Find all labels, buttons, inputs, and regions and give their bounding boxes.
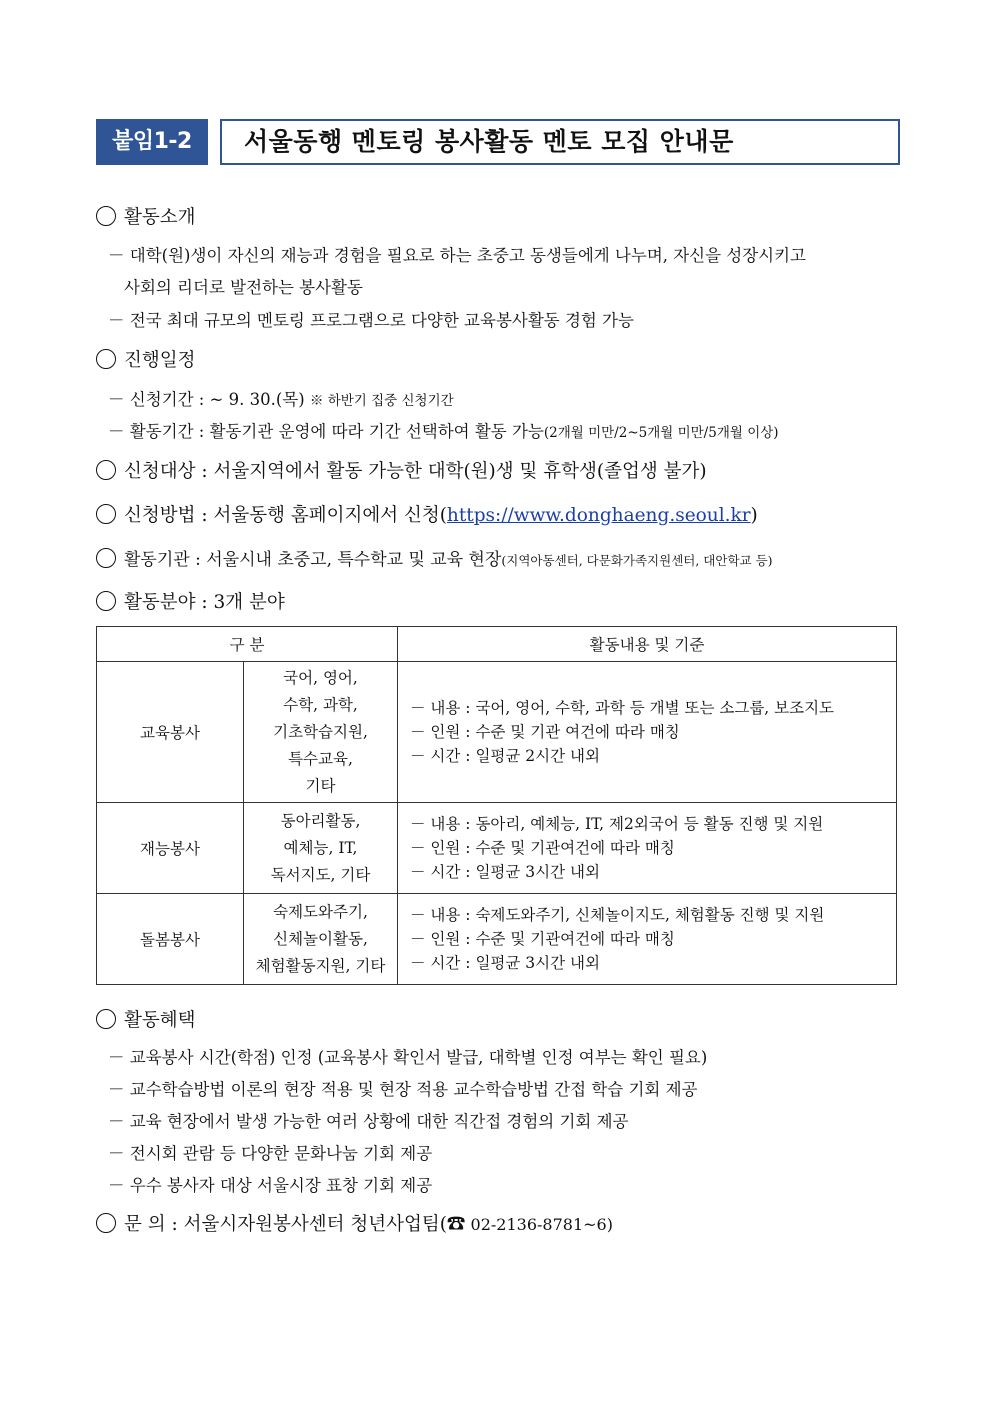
apply-period: － 신청기간 : ~ 9. 30.(목) ※ 하반기 집중 신청기간	[108, 390, 454, 409]
phone-icon: ☎	[446, 1214, 466, 1235]
list-item: － 전국 최대 규모의 멘토링 프로그램으로 다양한 교육봉사활동 경험 가능	[108, 311, 634, 330]
circle-bullet-icon	[96, 1009, 116, 1029]
list-item: － 교육봉사 시간(학점) 인정 (교육봉사 확인서 발급, 대학별 인정 여부는 확인 필요)	[108, 1048, 708, 1067]
table-row	[97, 894, 897, 985]
contact-phone: 02-2136-8781~6)	[465, 1215, 613, 1234]
circle-bullet-icon	[96, 1213, 116, 1233]
circle-bullet-icon	[96, 460, 116, 480]
circle-bullet-icon	[96, 504, 116, 524]
section-method: 신청방법 : 서울동행 홈페이지에서 신청(https://www.donghaeng.seoul.kr)	[96, 501, 758, 527]
section-fields: 활동분야 : 3개 분야	[96, 588, 285, 614]
row-details: － 내용 : 동아리, 예체능, IT, 제2외국어 등 활동 진행 및 지원 － 인원 : 수준 및 기관여건에 따라 매칭 － 시간 : 일평균 3시간 내외	[398, 803, 897, 894]
row-category: 재능봉사	[97, 803, 244, 894]
fields-table	[96, 626, 897, 985]
section-title: 활동소개	[124, 207, 196, 228]
circle-bullet-icon	[96, 548, 116, 568]
list-item: － 교육 현장에서 발생 가능한 여러 상황에 대한 직간접 경험의 기회 제공	[108, 1112, 629, 1131]
section-title: 활동혜택	[124, 1010, 196, 1031]
page-title: 서울동행 멘토링 봉사활동 멘토 모집 안내문	[220, 119, 900, 165]
homepage-link[interactable]: https://www.donghaeng.seoul.kr	[446, 505, 751, 526]
row-details: － 내용 : 국어, 영어, 수학, 과학 등 개별 또는 소그룹, 보조지도 － 인원 : 수준 및 기관 여건에 따라 매칭 － 시간 : 일평균 2시간 내외	[398, 662, 897, 803]
table-row	[97, 662, 897, 803]
section-contact: 문 의 : 서울시자원봉사센터 청년사업팀(☎ 02-2136-8781~6)	[96, 1210, 613, 1236]
circle-bullet-icon	[96, 349, 116, 369]
row-subjects: 숙제도와주기, 신체놀이활동, 체험활동지원, 기타	[244, 894, 398, 985]
section-intro	[96, 203, 195, 229]
row-category: 돌봄봉사	[97, 894, 244, 985]
table-row	[97, 803, 897, 894]
section-title: 진행일정	[124, 350, 196, 371]
section-schedule	[96, 346, 195, 372]
list-item: － 교수학습방법 이론의 현장 적용 및 현장 적용 교수학습방법 간접 학습 기회 제공	[108, 1080, 698, 1099]
section-target: 신청대상 : 서울지역에서 활동 가능한 대학(원)생 및 휴학생(졸업생 불가)	[96, 457, 707, 483]
row-category: 교육봉사	[97, 662, 244, 803]
section-institution: 활동기관 : 서울시내 초중고, 특수학교 및 교육 현장(지역아동센터, 다문화가족지원센터, 대안학교 등)	[96, 545, 773, 570]
list-item: － 대학(원)생이 자신의 재능과 경험을 필요로 하는 초중고 동생들에게 나누며, 자신을 성장시키고	[108, 246, 806, 265]
row-subjects: 동아리활동, 예체능, IT, 독서지도, 기타	[244, 803, 398, 894]
list-item-cont: 사회의 리더로 발전하는 봉사활동	[124, 278, 363, 297]
attachment-tag: 붙임1-2	[96, 119, 208, 165]
table-header	[97, 627, 897, 662]
section-benefits	[96, 1006, 195, 1032]
circle-bullet-icon	[96, 591, 116, 611]
header-details: 활동내용 및 기준	[398, 627, 897, 662]
list-item: － 우수 봉사자 대상 서울시장 표창 기회 제공	[108, 1176, 433, 1195]
circle-bullet-icon	[96, 206, 116, 226]
activity-period: － 활동기간 : 활동기관 운영에 따라 기간 선택하여 활동 가능(2개월 미만/2~5개월 미만/5개월 이상)	[108, 422, 779, 441]
list-item: － 전시회 관람 등 다양한 문화나눔 기회 제공	[108, 1144, 433, 1163]
row-subjects: 국어, 영어, 수학, 과학, 기초학습지원, 특수교육, 기타	[244, 662, 398, 803]
row-details: － 내용 : 숙제도와주기, 신체놀이지도, 체험활동 진행 및 지원 － 인원 : 수준 및 기관여건에 따라 매칭 － 시간 : 일평균 3시간 내외	[398, 894, 897, 985]
header-category: 구 분	[97, 627, 398, 662]
